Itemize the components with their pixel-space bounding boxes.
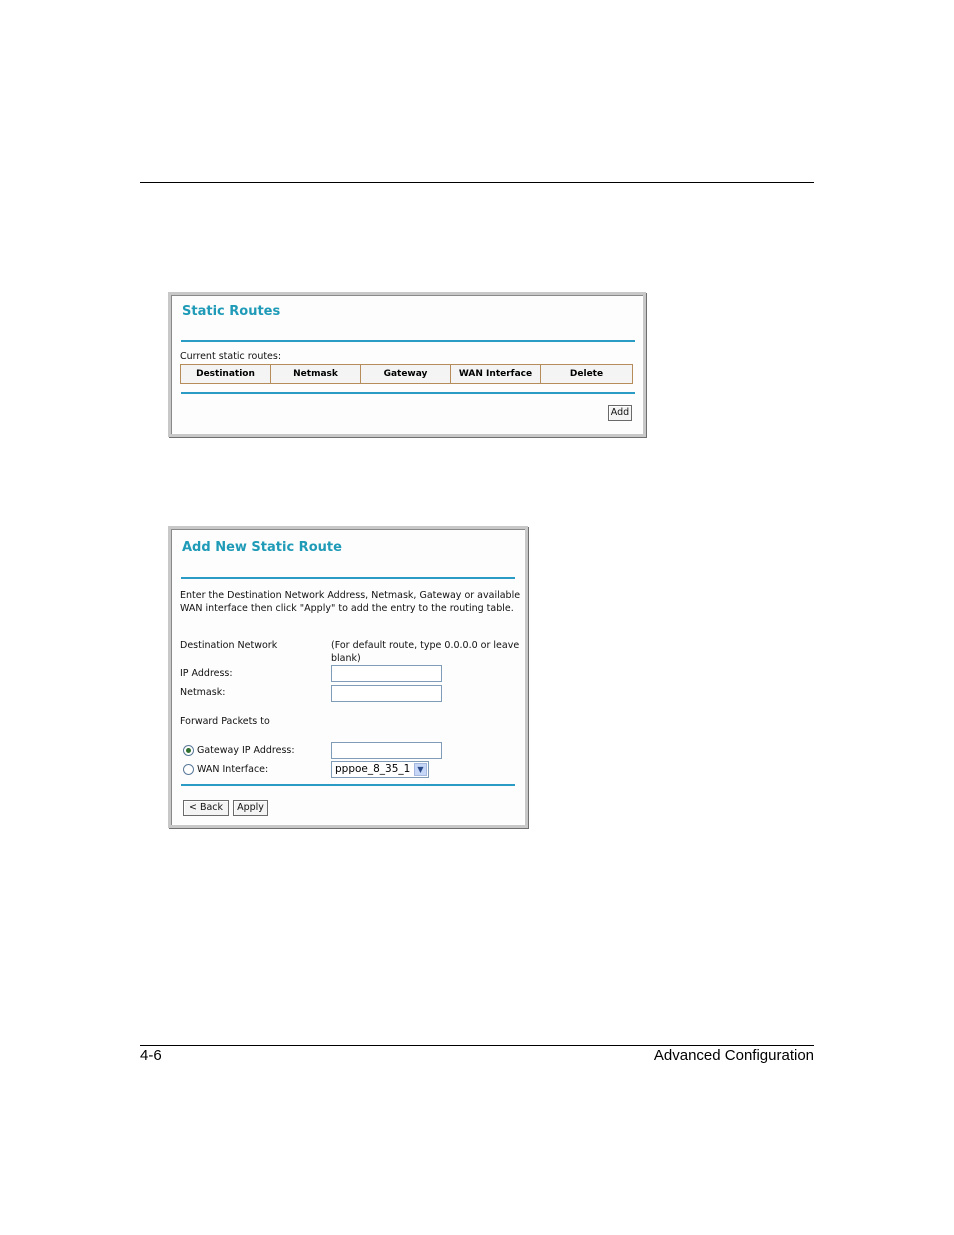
- col-destination: Destination: [181, 365, 271, 384]
- default-route-hint-1: (For default route, type 0.0.0.0 or leave: [331, 640, 520, 651]
- current-routes-label: Current static routes:: [180, 351, 282, 362]
- page-number: 4-6: [140, 1047, 162, 1064]
- wan-interface-value: pppoe_8_35_1: [335, 763, 411, 775]
- col-netmask: Netmask: [271, 365, 361, 384]
- ip-address-input[interactable]: [331, 665, 442, 682]
- gateway-ip-input[interactable]: [331, 742, 442, 759]
- title-divider: [181, 340, 635, 342]
- gateway-radio[interactable]: [183, 745, 194, 756]
- form-divider: [181, 784, 515, 786]
- instructions-line-2: WAN interface then click "Apply" to add the entry to the routing table.: [180, 603, 514, 614]
- header-rule: [140, 182, 814, 183]
- gateway-ip-label: Gateway IP Address:: [197, 745, 295, 756]
- apply-button[interactable]: Apply: [233, 800, 268, 816]
- netmask-input[interactable]: [331, 685, 442, 702]
- destination-network-label: Destination Network: [180, 640, 278, 651]
- wan-interface-label: WAN Interface:: [197, 764, 269, 775]
- ip-address-label: IP Address:: [180, 668, 233, 679]
- netmask-label: Netmask:: [180, 687, 226, 698]
- default-route-hint-2: blank): [331, 653, 361, 664]
- static-routes-title: Static Routes: [182, 304, 281, 319]
- wan-interface-radio[interactable]: [183, 764, 194, 775]
- static-routes-panel: [168, 292, 646, 437]
- chevron-down-icon[interactable]: ▼: [414, 763, 427, 776]
- col-gateway: Gateway: [361, 365, 451, 384]
- footer-rule: [140, 1045, 814, 1046]
- forward-packets-label: Forward Packets to: [180, 716, 270, 727]
- table-divider: [181, 392, 635, 394]
- add-title-divider: [181, 577, 515, 579]
- section-title: Advanced Configuration: [653, 1047, 814, 1064]
- col-wan-interface: WAN Interface: [451, 365, 541, 384]
- col-delete: Delete: [541, 365, 633, 384]
- instructions-line-1: Enter the Destination Network Address, Netmask, Gateway or available: [180, 590, 521, 601]
- wan-interface-select[interactable]: [331, 761, 429, 778]
- add-route-title: Add New Static Route: [182, 540, 342, 555]
- add-route-panel: [168, 526, 528, 828]
- routes-header-row: [181, 365, 633, 384]
- back-button[interactable]: < Back: [183, 800, 229, 816]
- add-button[interactable]: Add: [608, 405, 632, 421]
- routes-table: [180, 364, 633, 384]
